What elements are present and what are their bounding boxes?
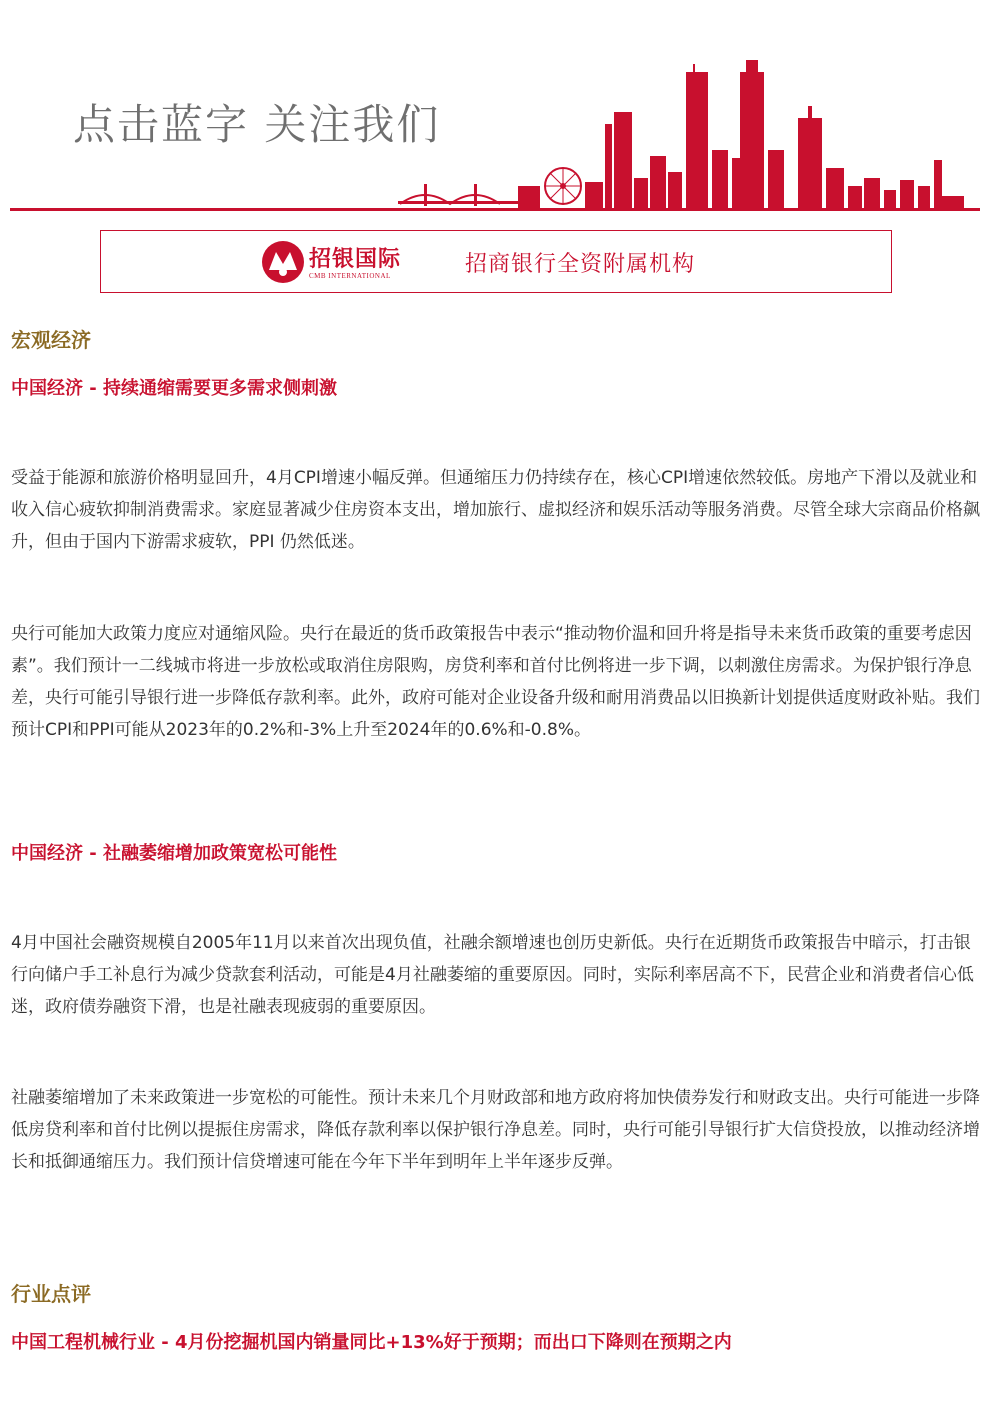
- article-paragraph: 4月中国社会融资规模自2005年11月以来首次出现负值，社融余额增速也创历史新低。央行在近期货币政策报告中暗示，打击银行向储户手工补息行为减少贷款套利活动，可能是4月社融萎缩的重要原因。同时，实际利率居高不下，民营企业和消费者信心低迷，政府债券融资下滑，也是社融表现疲弱的重要原因。: [11, 933, 974, 1017]
- section-title-macro: 宏观经济: [11, 328, 91, 352]
- article-paragraph: 央行可能加大政策力度应对通缩风险。央行在最近的货币政策报告中表示“推动物价温和回升将是指导未来货币政策的重要考虑因素”。我们预计一二线城市将进一步放松或取消住房限购，房贷利率和首付比例将进一步下调，以刺激住房需求。为保护银行净息差，央行可能引导银行进一步降低存款利率。此外，政府可能对企业设备升级和耐用消费品以旧换新计划提供适度财政补贴。我们预计CPI和PPI可能从2023年的0.2%和-3%上升至2024年的0.6%和-0.8%。: [11, 624, 980, 740]
- header-title: 点击蓝字 关注我们: [73, 100, 441, 149]
- header: [0, 0, 992, 215]
- affiliate-tagline: 招商银行全资附属机构: [465, 252, 696, 277]
- cmbi-banner[interactable]: [100, 230, 892, 293]
- logo-english-name: CMB INTERNATIONAL: [309, 272, 391, 280]
- article-title[interactable]: 中国工程机械行业 - 4月份挖掘机国内销量同比+13%好于预期；而出口下降则在预期之内: [11, 1332, 732, 1353]
- article-title[interactable]: 中国经济 - 持续通缩需要更多需求侧刺激: [11, 378, 338, 399]
- header-rule: [10, 208, 980, 211]
- article-paragraph: 社融萎缩增加了未来政策进一步宽松的可能性。预计未来几个月财政部和地方政府将加快债券发行和财政支出。央行可能进一步降低房贷利率和首付比例以提振住房需求，降低存款利率以保护银行净息差。同时，央行可能引导银行扩大信贷投放，以推动经济增长和抵御通缩压力。我们预计信贷增速可能在今年下半年到明年上半年逐步反弹。: [11, 1088, 980, 1172]
- article-title[interactable]: 中国经济 - 社融萎缩增加政策宽松可能性: [11, 843, 338, 864]
- section-title-industry: 行业点评: [11, 1282, 91, 1306]
- cmbi-logo-icon: [261, 240, 305, 284]
- logo-chinese-name: 招银国际: [309, 246, 402, 272]
- article-paragraph: 受益于能源和旅游价格明显回升，4月CPI增速小幅反弹。但通缩压力仍持续存在，核心CPI增速依然较低。房地产下滑以及就业和收入信心疲软抑制消费需求。家庭显著减少住房资本支出，增加旅行、虚拟经济和娱乐活动等服务消费。尽管全球大宗商品价格飙升，但由于国内下游需求疲软，PPI 仍然低迷。: [11, 468, 980, 552]
